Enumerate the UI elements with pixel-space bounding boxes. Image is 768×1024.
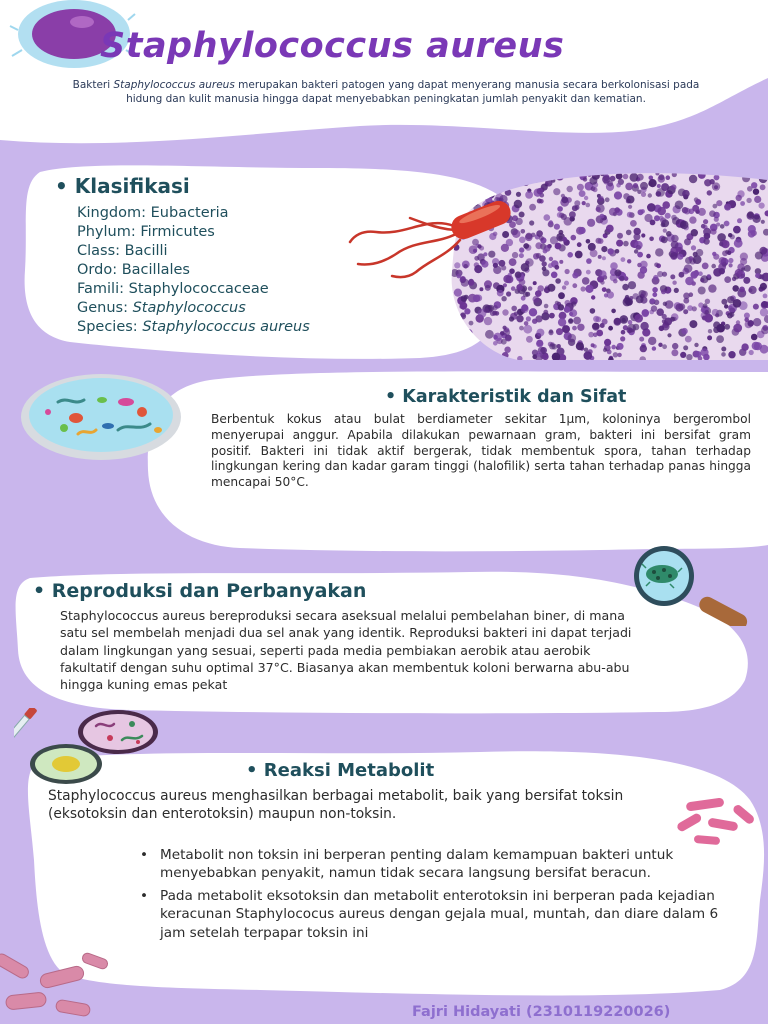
classification-label: Genus: [77, 300, 133, 316]
classification-value: Bacilli [124, 243, 168, 259]
classification-list [77, 204, 310, 337]
rod-bacteria-icon [0, 950, 114, 1024]
classification-value: Staphylococcaceae [128, 281, 269, 297]
reaksi-intro-text: Staphylococcus aureus menghasilkan berbagai metabolit, baik yang bersifat toksin (eksotoksin dan enterotoksin) maupun non-toksin. [48, 788, 624, 823]
petri-dish-icon [18, 372, 184, 462]
bullet-icon: • [385, 387, 397, 407]
classification-item [77, 280, 310, 299]
classification-label: Species: [77, 319, 143, 335]
reaksi-heading-text: Reaksi Metabolit [263, 760, 435, 781]
classification-value: Staphylococcus [132, 300, 246, 316]
classification-item [77, 261, 310, 280]
rod-bacteria-icon [672, 796, 762, 852]
classification-label: Phylum: [77, 224, 141, 240]
bullet-icon: • [55, 174, 68, 198]
intro-text [70, 78, 702, 106]
classification-label: Kingdom: [77, 205, 151, 221]
classification-item [77, 318, 310, 337]
classification-value: Eubacteria [150, 205, 229, 221]
karakteristik-heading-text: Karakteristik dan Sifat [402, 387, 627, 407]
section-heading-klasifikasi [55, 174, 190, 198]
section-heading-reproduksi [33, 580, 366, 602]
classification-item [77, 299, 310, 318]
page-title: Staphylococcus aureus [100, 26, 565, 66]
reaksi-points-list [140, 846, 740, 946]
reproduksi-heading-text: Reproduksi dan Perbanyakan [51, 580, 367, 602]
karakteristik-text: Berbentuk kokus atau bulat berdiameter sekitar 1µm, koloninya bergerombol menyerupai anggur. Apabila dilakukan pewarnaan gram, bakteri ini bersifat gram positif. Bakteri ini tidak aktif bergerak, tidak membentuk spora, tahan terhadap lingkungan kering dan kadar garam tinggi (halofilik) serta tahan terhadap panas hingga mencapai 50°C. [211, 412, 751, 490]
classification-label: Famili: [77, 281, 129, 297]
intro-species: Staphylococcus aureus [113, 79, 235, 91]
classification-value: Staphylococcus aureus [142, 319, 310, 335]
list-item: • Pada metabolit eksotoksin dan metabolit enterotoksin ini berperan pada kejadian keracunan Staphylococus aureus dengan gejala mual, muntah, dan diare dalam 6 jam setelah terpapar toksin ini [140, 887, 740, 942]
bullet-icon: • [33, 580, 46, 602]
classification-value: Bacillales [121, 262, 190, 278]
author-credit: Fajri Hidayati (2310119220026) [412, 1004, 671, 1020]
classification-item [77, 204, 310, 223]
pipette-dish-icon [14, 708, 164, 788]
classification-value: Firmicutes [140, 224, 215, 240]
intro-post: merupakan bakteri patogen yang dapat menyerang manusia secara berkolonisasi pada hidung dan kulit manusia hingga dapat menyebabkan peningkatan jumlah penyakit dan kematian. [126, 79, 700, 105]
classification-label: Ordo: [77, 262, 122, 278]
intro-pre: Bakteri [72, 79, 114, 91]
bullet-icon: • [246, 760, 258, 781]
section-heading-reaksi [246, 760, 434, 781]
classification-label: Class: [77, 243, 125, 259]
magnifier-icon [608, 544, 758, 626]
list-item: • Metabolit non toksin ini berperan penting dalam kemampuan bakteri untuk menyebabkan penyakit, namun tidak secara langsung bersifat beracun. [140, 846, 740, 883]
section-heading-karakteristik [385, 387, 626, 407]
klasifikasi-heading-text: Klasifikasi [74, 174, 190, 198]
classification-item [77, 223, 310, 242]
bacillus-flagella-icon [346, 196, 512, 280]
classification-item [77, 242, 310, 261]
reproduksi-text: Staphylococcus aureus bereproduksi secara aseksual melalui pembelahan biner, di mana satu sel membelah menjadi dua sel anak yang identik. Reproduksi bakteri ini dapat terjadi dalam lingkungan yang sesuai, seperti pada media pembiakan aerobik atau aerobik fakultatif dengan suhu optimal 37°C. Biasanya akan membentuk koloni berwarna abu-abu hingga kuning emas pekat [60, 608, 632, 693]
